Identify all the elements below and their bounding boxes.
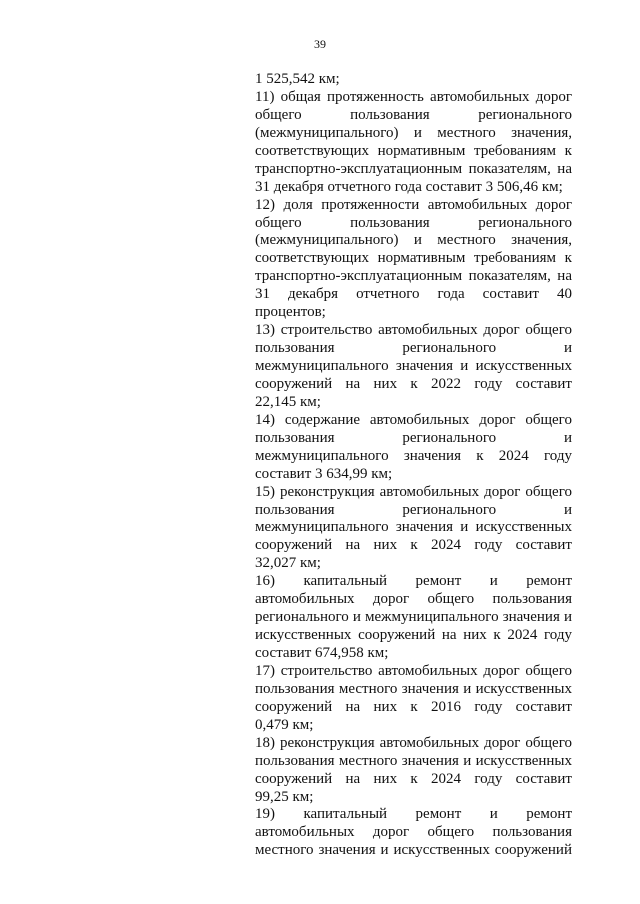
word: искусственных [475, 752, 572, 769]
word: межмуниципального [255, 519, 389, 536]
text-line [255, 663, 572, 681]
text-line [255, 232, 572, 250]
word: ремонт [526, 806, 572, 823]
word: сооружений [494, 842, 572, 859]
word: ремонт [415, 806, 462, 823]
word: и [563, 609, 572, 626]
word: ремонт [526, 573, 572, 590]
text-line [255, 268, 572, 286]
word: общего [525, 662, 572, 679]
word: к [410, 698, 418, 715]
word: дорог [484, 483, 521, 500]
word: к [476, 447, 484, 464]
word: и [563, 501, 572, 518]
word: пользования [350, 106, 430, 123]
word: значения, [511, 232, 572, 249]
word: показателям, [468, 268, 551, 285]
text-line: 22,145 км; [255, 393, 321, 410]
word: капитальный [303, 806, 388, 823]
word: транспортно-эксплуатационным [255, 160, 463, 177]
text-line [255, 376, 572, 394]
word: значения [401, 752, 459, 769]
word: году [474, 770, 503, 787]
text-line: составит 3 634,99 км; [255, 465, 393, 482]
word: значения [403, 447, 461, 464]
text-line [255, 681, 572, 699]
word: дорог [483, 322, 520, 339]
word: и [413, 232, 422, 249]
word: дорог [372, 591, 410, 608]
word: пользования [255, 501, 335, 518]
word: автомобильных [427, 196, 528, 213]
word: составит [515, 770, 572, 787]
word: году [474, 537, 503, 554]
word: общего [427, 824, 475, 841]
text-line [255, 358, 572, 376]
word: к [410, 770, 418, 787]
text-line [255, 753, 572, 771]
text-line [255, 143, 572, 161]
word: декабря [288, 286, 339, 303]
word: местного [255, 842, 314, 859]
word: нормативным [377, 250, 466, 267]
word: общего [427, 591, 475, 608]
word: значения [318, 842, 376, 859]
word: общего [525, 734, 572, 751]
word: пользования [350, 214, 430, 231]
word: сооружений [255, 770, 333, 787]
word: и [352, 609, 361, 626]
word: общего [255, 214, 302, 231]
text-line: процентов; [255, 304, 326, 321]
word: нормативным [377, 142, 466, 159]
word: 15) [255, 483, 275, 500]
word: автомобильных [378, 662, 478, 679]
word: на [345, 537, 361, 554]
word: ремонт [415, 573, 462, 590]
word: и [489, 806, 498, 823]
word: общая [280, 88, 321, 105]
word: регионального [478, 214, 572, 231]
text-line [255, 699, 572, 717]
word: местного [338, 680, 398, 697]
text-line [255, 842, 572, 860]
word: автомобильных [378, 322, 478, 339]
word: доля [283, 196, 313, 213]
text-line [255, 609, 572, 627]
word: 17) [255, 662, 275, 679]
word: протяженность [326, 88, 424, 105]
word: 2016 [431, 698, 462, 715]
word: автомобильных [379, 483, 480, 500]
word: автомобильных [369, 411, 470, 428]
word: пользования [255, 680, 335, 697]
word: сооружений [255, 537, 333, 554]
text-line [255, 771, 572, 789]
word: и [489, 573, 498, 590]
word: (межмуниципального) [255, 124, 399, 141]
text-line [255, 107, 572, 125]
word: значения [395, 358, 454, 374]
word: (межмуниципального) [255, 232, 399, 249]
word: межмуниципального [255, 447, 389, 464]
word: сооружений [255, 698, 333, 715]
text-line [255, 735, 572, 753]
word: и [460, 519, 469, 536]
text-line [255, 250, 572, 268]
word: дорог [535, 196, 572, 213]
word: 14) [255, 411, 275, 428]
word: 18) [255, 734, 275, 751]
text-line [255, 322, 572, 340]
word: капитальный [303, 573, 388, 590]
word: 2024 [431, 770, 462, 787]
word: общего [525, 411, 572, 428]
text-line [255, 430, 572, 448]
word: местного [338, 752, 398, 769]
word: и [460, 358, 469, 374]
word: строительство [280, 322, 373, 339]
word: 2024 [498, 447, 529, 464]
word: к [410, 375, 418, 392]
word: составит [515, 537, 572, 554]
word: межмуниципального [255, 358, 389, 374]
word: регионального [402, 340, 497, 357]
text-line [255, 824, 572, 842]
word: автомобильных [255, 591, 355, 608]
text-line [255, 286, 572, 304]
word: дорог [535, 88, 572, 105]
word: 31 [255, 286, 270, 303]
word: требованиям [474, 250, 557, 267]
word: и [463, 680, 472, 697]
document-body-text [255, 71, 572, 860]
word: регионального [402, 501, 497, 518]
word: пользования [255, 340, 335, 357]
word: регионального [402, 429, 497, 446]
word: значения, [511, 124, 572, 141]
word: году [474, 698, 503, 715]
word: них [373, 375, 398, 392]
word: и [563, 429, 572, 446]
word: значения [502, 609, 560, 626]
word: 12) [255, 196, 275, 213]
word: общего [525, 483, 572, 500]
word: на [345, 770, 361, 787]
word: и [413, 124, 422, 141]
text-line [255, 627, 572, 645]
word: протяженности [321, 196, 420, 213]
word: пользования [255, 429, 335, 446]
word: них [463, 627, 487, 644]
word: на [345, 698, 361, 715]
text-line [255, 502, 572, 520]
word: местного [437, 124, 496, 141]
text-line [255, 537, 572, 555]
word: содержание [284, 411, 361, 428]
text-line [255, 197, 572, 215]
word: них [373, 698, 398, 715]
word: 11) [255, 88, 275, 105]
text-line: 32,027 км; [255, 555, 321, 572]
word: регионального [255, 609, 349, 626]
word: значения [401, 680, 459, 697]
word: году [543, 627, 572, 644]
word: соответствующих [255, 142, 369, 159]
word: и [380, 842, 389, 859]
word: к [564, 142, 572, 159]
word: местного [437, 232, 496, 249]
word: регионального [478, 106, 572, 123]
text-line [255, 519, 572, 537]
word: автомобильных [255, 824, 355, 841]
word: к [493, 627, 501, 644]
word: к [410, 537, 418, 554]
text-line: 31 декабря отчетного года составит 3 506,46 км; [255, 178, 563, 195]
word: общего [525, 322, 572, 339]
word: строительство [280, 662, 373, 679]
word: автомобильных [379, 734, 480, 751]
word: 2024 [431, 537, 462, 554]
word: требованиям [474, 142, 557, 159]
word: автомобильных [430, 88, 530, 105]
word: году [474, 375, 503, 392]
word: на [557, 160, 572, 177]
word: 2024 [507, 627, 538, 644]
word: на [557, 268, 572, 285]
word: сооружений [255, 375, 333, 392]
word: отчетного [356, 286, 420, 303]
word: искусственных [475, 680, 572, 697]
word: них [373, 537, 398, 554]
word: года [437, 286, 465, 303]
text-line [255, 215, 572, 233]
word: на [441, 627, 457, 644]
word: к [564, 250, 572, 267]
text-line [255, 806, 572, 824]
word: на [345, 375, 361, 392]
word: сооружений [358, 627, 436, 644]
page-number: 39 [314, 37, 326, 51]
word: межмуниципального [365, 609, 499, 626]
word: реконструкция [279, 734, 375, 751]
word: реконструкция [279, 483, 375, 500]
word: составит [515, 698, 572, 715]
word: 19) [255, 806, 275, 823]
word: составит [515, 375, 572, 392]
text-line [255, 340, 572, 358]
word: дорог [372, 824, 410, 841]
word: дорог [484, 734, 521, 751]
text-line [255, 573, 572, 591]
word: составит [482, 286, 539, 303]
text-line [255, 125, 572, 143]
word: 2022 [431, 375, 462, 392]
word: дорог [483, 662, 520, 679]
word: значения [395, 519, 454, 536]
word: искусственных [255, 627, 352, 644]
word: общего [255, 106, 302, 123]
word: показателям, [468, 160, 551, 177]
word: искусственных [475, 519, 572, 536]
text-line [255, 89, 572, 107]
word: году [543, 447, 572, 464]
text-line: 0,479 км; [255, 716, 314, 733]
text-line [255, 484, 572, 502]
word: транспортно-эксплуатационным [255, 268, 463, 285]
text-line: составит 674,958 км; [255, 645, 389, 661]
word: пользования [492, 824, 572, 841]
word: 13) [255, 322, 275, 339]
text-line [255, 412, 572, 430]
word: 40 [556, 286, 572, 303]
word: 16) [255, 573, 275, 590]
word: дорог [479, 411, 516, 428]
word: и [463, 752, 472, 769]
word: пользования [255, 752, 335, 769]
word: искусственных [475, 358, 572, 374]
word: них [373, 770, 398, 787]
text-line [255, 591, 572, 609]
word: и [563, 340, 572, 357]
text-line: 1 525,542 км; [255, 71, 340, 87]
text-line: 99,25 км; [255, 788, 314, 805]
word: искусственных [393, 842, 490, 859]
word: соответствующих [255, 250, 369, 267]
text-line [255, 448, 572, 466]
word: пользования [492, 591, 572, 608]
text-line [255, 161, 572, 179]
